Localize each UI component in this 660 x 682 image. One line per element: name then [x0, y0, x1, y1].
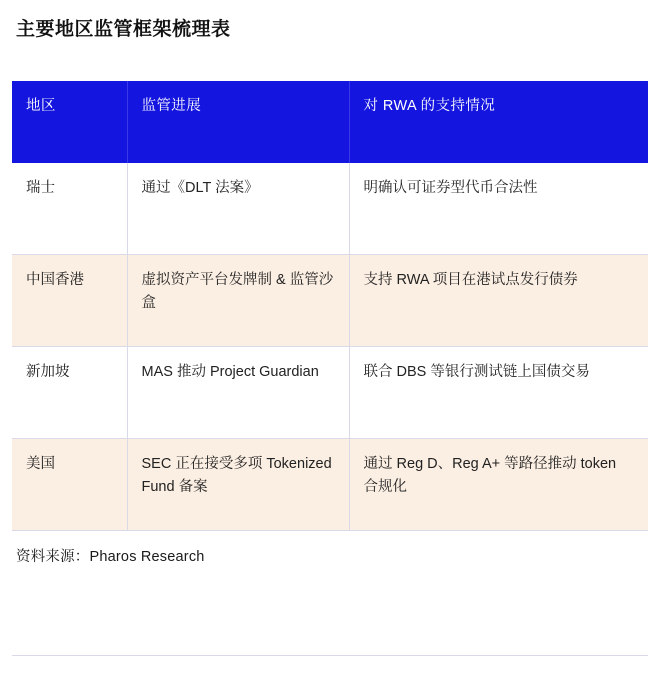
table-row — [12, 439, 648, 531]
cell-support: 支持 RWA 项目在港试点发行债券 — [349, 255, 648, 347]
table-row — [12, 163, 648, 255]
table-row — [12, 347, 648, 439]
cell-progress: SEC 正在接受多项 Tokenized Fund 备案 — [127, 439, 349, 531]
cell-region: 中国香港 — [12, 255, 127, 347]
table-body — [12, 163, 648, 531]
cell-region: 新加坡 — [12, 347, 127, 439]
cell-support: 通过 Reg D、Reg A+ 等路径推动 token 合规化 — [349, 439, 648, 531]
page-title: 主要地区监管框架梳理表 — [16, 19, 231, 40]
cell-support: 联合 DBS 等银行测试链上国债交易 — [349, 347, 648, 439]
column-header-region: 地区 — [12, 81, 127, 163]
cell-support: 明确认可证券型代币合法性 — [349, 163, 648, 255]
regulatory-framework-table — [12, 81, 648, 532]
regulatory-table-wrapper — [12, 81, 648, 532]
column-header-support: 对 RWA 的支持情况 — [349, 81, 648, 163]
source-note: 资料来源：Pharos Research — [16, 549, 205, 566]
cell-progress: 通过《DLT 法案》 — [127, 163, 349, 255]
cell-progress: MAS 推动 Project Guardian — [127, 347, 349, 439]
footer-divider — [12, 655, 648, 656]
table-row — [12, 255, 648, 347]
table-head — [12, 81, 648, 163]
cell-progress: 虚拟资产平台发牌制 & 监管沙盒 — [127, 255, 349, 347]
table-header-row — [12, 81, 648, 163]
column-header-progress: 监管进展 — [127, 81, 349, 163]
cell-region: 瑞士 — [12, 163, 127, 255]
cell-region: 美国 — [12, 439, 127, 531]
